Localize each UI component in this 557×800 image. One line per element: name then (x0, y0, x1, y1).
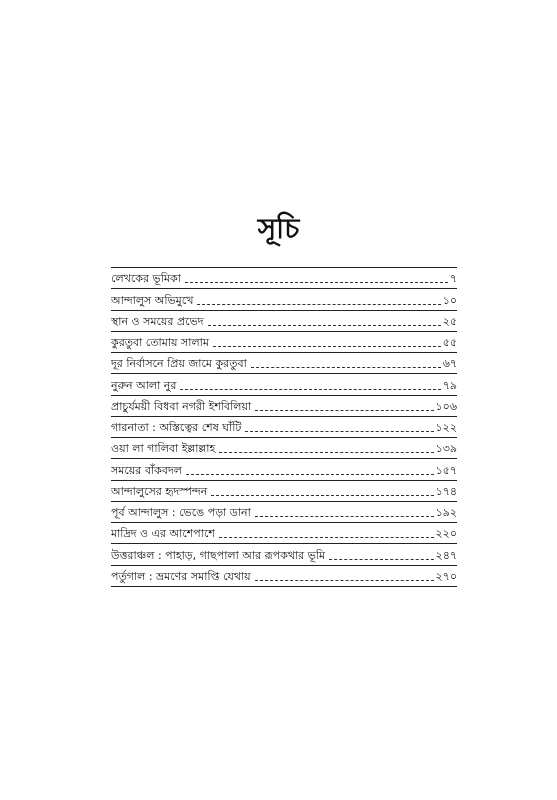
toc-page-number: ১৯২ (435, 506, 457, 519)
toc-page-number: ২৭০ (435, 569, 457, 583)
toc-row (111, 544, 457, 565)
toc-entry-title: মাদ্রিদ ও এর আশেপাশে (111, 527, 215, 541)
toc-page-number: ২৫ (442, 314, 457, 328)
toc-dotted-leader (180, 388, 440, 390)
toc-dotted-leader (255, 409, 433, 411)
toc-entry-title: আন্দালুসের হৃদস্পন্দন (111, 484, 208, 498)
toc-page-number: ১৫৭ (435, 463, 457, 477)
toc-page-number: ১৭৪ (435, 484, 457, 498)
toc-row (111, 332, 457, 353)
toc-page-number: ১৩৯ (435, 442, 457, 456)
toc-page-number: ৭৯ (442, 378, 457, 392)
toc-row (111, 268, 457, 289)
toc-page-number: ১০৬ (435, 399, 457, 413)
toc-dotted-leader (255, 515, 434, 517)
page-title: সূচি (257, 212, 300, 245)
toc-dotted-leader (211, 494, 433, 496)
toc-row (111, 353, 457, 374)
toc-entry-title: আন্দালুস অভিমুখে (111, 293, 194, 307)
toc-entry-title: সময়ের বাঁকবদল (111, 463, 182, 477)
toc-page-number: ৭ (449, 272, 457, 286)
toc-dotted-leader (245, 430, 433, 432)
toc-dotted-leader (251, 366, 441, 368)
toc-entry-title: প্রাচুর্যময়ী বিধবা নগরী ইশবিলিয়া (111, 399, 252, 413)
toc-entry-title: পূর্ব আন্দালুস : ভেঙে পড়া ডানা (111, 506, 251, 519)
toc-row (111, 311, 457, 332)
toc-row (111, 459, 457, 480)
toc-page-number: ১০ (442, 293, 457, 307)
toc-entry-title: নুরুন আলা নুর (111, 378, 177, 392)
toc-dotted-leader (219, 536, 434, 538)
toc-page-number: ১২২ (435, 421, 457, 434)
toc-page-number: ৬৭ (442, 357, 457, 371)
toc-row (111, 417, 457, 438)
toc-dotted-leader (219, 451, 433, 453)
toc-page-number: ২৪৭ (435, 548, 457, 562)
toc-dotted-leader (213, 345, 441, 347)
table-of-contents (111, 267, 457, 587)
toc-entry-title: গারনাতা : অস্তিত্বের শেষ ঘাঁটি (111, 421, 242, 434)
toc-entry-title: দূর নির্বাসনে প্রিয় জামে কুরতুবা (111, 357, 247, 371)
toc-dotted-leader (197, 303, 440, 305)
toc-row (111, 396, 457, 417)
toc-row (111, 523, 457, 544)
toc-dotted-leader (208, 324, 441, 326)
toc-row (111, 566, 457, 587)
toc-dotted-leader (255, 579, 434, 581)
toc-entry-title: ওয়া লা গালিবা ইল্লাল্লাহ (111, 442, 216, 456)
toc-row (111, 481, 457, 502)
toc-page-number: ৫৫ (442, 336, 457, 349)
toc-row (111, 438, 457, 459)
toc-row (111, 289, 457, 310)
toc-entry-title: পর্তুগাল : ভ্রমণের সমাপ্তি যেথায় (111, 569, 251, 583)
toc-entry-title: স্থান ও সময়ের প্রভেদ (111, 314, 204, 328)
toc-entry-title: কুরতুবা তোমায় সালাম (111, 336, 209, 349)
toc-dotted-leader (186, 473, 434, 475)
toc-entry-title: উত্তরাঞ্চল : পাহাড়, গাছপালা আর রূপকথার ভূমি (111, 548, 326, 562)
toc-row (111, 374, 457, 395)
toc-page-number: ২২০ (435, 527, 457, 541)
toc-entry-title: লেখকের ভূমিকা (111, 272, 181, 286)
toc-dotted-leader (329, 558, 433, 560)
toc-row (111, 502, 457, 523)
toc-dotted-leader (185, 281, 448, 283)
